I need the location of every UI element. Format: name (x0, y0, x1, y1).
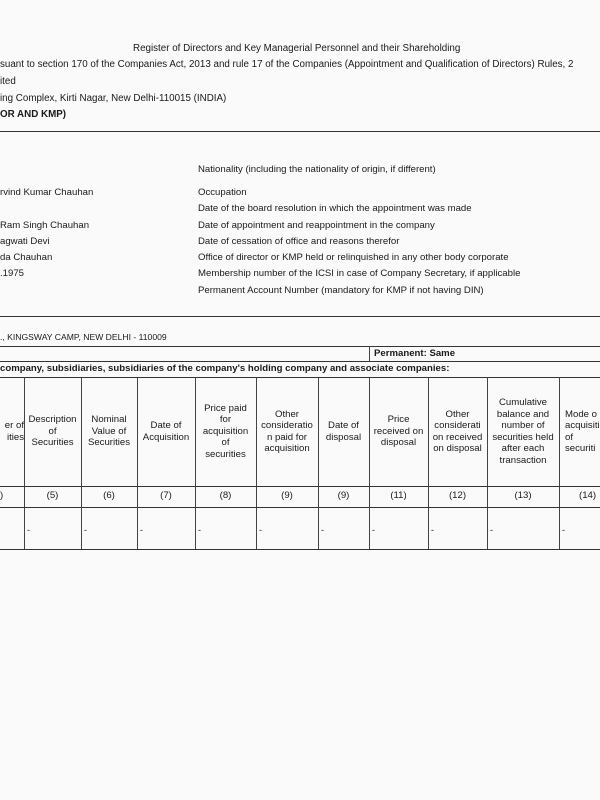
field-other-office: Office of director or KMP held or relinquished in any other body corporate (198, 252, 509, 263)
value-mother-name: agwati Devi (0, 236, 50, 247)
column-header: Price paid for acquisition of securities (202, 402, 249, 460)
table-cell: - (490, 525, 493, 535)
securities-caption: company, subsidiaries, subsidiaries of the company's holding company and associate companies: (0, 363, 450, 374)
field-pan: Permanent Account Number (mandatory for KMP if not having DIN) (198, 285, 484, 296)
address-separator (369, 346, 370, 361)
table-cell: - (140, 525, 143, 535)
column-header: Nominal Value of Securities (87, 414, 131, 449)
column-number: (9) (281, 490, 293, 501)
table-column-border (559, 377, 560, 549)
present-address: ., KINGSWAY CAMP, NEW DELHI - 110009 (0, 332, 167, 342)
column-header: Cumulative balance and number of securities held after each transaction (492, 397, 554, 466)
caption-top-border (0, 361, 600, 362)
permanent-address: Permanent: Same (374, 348, 456, 359)
field-cessation-date: Date of cessation of office and reasons therefor (198, 236, 400, 247)
column-number: (13) (514, 490, 532, 501)
table-header-border (0, 486, 600, 487)
column-number: (14) (579, 490, 597, 501)
table-cell: - (321, 525, 324, 535)
company-name: ited (0, 76, 16, 87)
column-header: Mode o acquisiti of securiti (565, 408, 600, 454)
column-number: (6) (103, 490, 115, 501)
field-icsi-membership: Membership number of the ICSI in case of Company Secretary, if applicable (198, 268, 521, 279)
column-header: Other consideratio n paid for acquisition (261, 408, 313, 454)
table-column-border (137, 377, 138, 549)
field-nationality: Nationality (including the nationality of origin, if different) (198, 164, 436, 175)
table-cell: - (198, 525, 201, 535)
column-header: er of ities (4, 420, 24, 443)
header-divider (0, 131, 600, 132)
column-number: (8) (219, 490, 232, 501)
value-name: rvind Kumar Chauhan (0, 187, 94, 198)
company-address: ing Complex, Kirti Nagar, New Delhi-110015 (INDIA) (0, 93, 227, 104)
table-column-border (256, 377, 257, 549)
column-number: ) (0, 490, 4, 501)
field-occupation: Occupation (198, 187, 247, 198)
table-cell: - (259, 525, 262, 535)
table-cell: - (431, 525, 434, 535)
column-header: Description of Securities (28, 414, 77, 449)
table-cell: - (372, 525, 375, 535)
register-title: Register of Directors and Key Managerial Personnel and their Shareholding (133, 43, 461, 54)
table-column-border (318, 377, 319, 549)
field-board-resolution-date: Date of the board resolution in which the appointment was made (198, 203, 472, 214)
table-column-border (428, 377, 429, 549)
address-divider (0, 346, 600, 347)
table-column-border (81, 377, 82, 549)
value-father-name: Ram Singh Chauhan (0, 220, 90, 231)
table-number-row-border (0, 507, 600, 508)
table-cell: - (562, 525, 565, 535)
pursuant-text: suant to section 170 of the Companies Act, 2013 and rule 17 of the Companies (Appointment and Qualification of Directors) Rules, 2 (0, 59, 574, 70)
table-cell: - (27, 525, 30, 535)
address-top-border (0, 316, 600, 317)
table-cell: - (84, 525, 87, 535)
column-header: Price received on disposal (373, 414, 424, 449)
column-number: (11) (390, 490, 407, 501)
column-header: Other considerati on received on disposal (432, 408, 483, 454)
field-appointment-date: Date of appointment and reappointment in the company (198, 220, 435, 231)
column-header: Date of Acquisition (142, 420, 190, 443)
column-header: Date of disposal (325, 420, 362, 443)
section-title: OR AND KMP) (0, 109, 67, 120)
column-number: (5) (46, 490, 59, 501)
table-column-border (24, 377, 25, 549)
column-number: (7) (160, 490, 172, 501)
column-number: (9) (337, 490, 350, 501)
value-spouse-name: da Chauhan (0, 252, 53, 263)
value-date-of-birth: .1975 (0, 268, 25, 279)
table-bottom-border (0, 549, 600, 550)
table-top-border (0, 377, 600, 378)
column-number: (12) (448, 490, 467, 501)
table-column-border (369, 377, 370, 549)
